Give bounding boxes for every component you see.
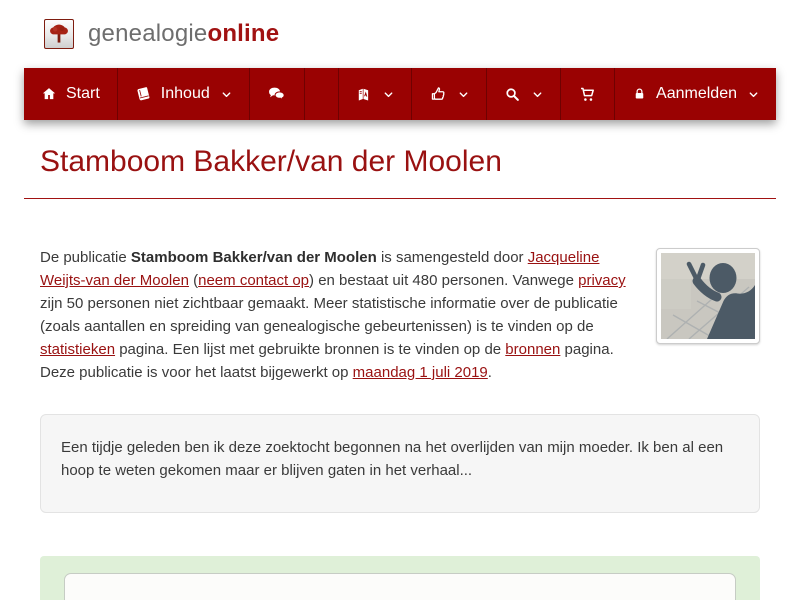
intro-text: zijn 50 personen niet zichtbaar gemaakt. Meer statistische informatie over de publicatie (zoals aantallen en spreiding van genealogische gebeurtenissen) is te vinden op de [40, 295, 618, 335]
lock-icon [632, 86, 647, 102]
translate-icon [356, 86, 372, 103]
chevron-down-icon [748, 89, 759, 100]
brand-name-part1: genealogie [88, 20, 208, 47]
nav-item-like[interactable] [412, 68, 487, 120]
intro-text: ) en bestaat uit 480 personen. Vanwege [309, 272, 579, 289]
panel-white-card[interactable] [64, 573, 736, 600]
main-navbar [24, 68, 776, 120]
chevron-down-icon [532, 89, 543, 100]
publication-quote: Een tijdje geleden ben ik deze zoektocht begonnen na het overlijden van mijn moeder. Ik ben al een hoop te weten gekomen maar er blijven gaten in het verhaal... [40, 414, 760, 513]
book-icon [135, 86, 152, 103]
nav-item-search[interactable] [487, 68, 561, 120]
nav-item-inhoud[interactable] [118, 68, 250, 120]
intro-text: ( [188, 272, 199, 289]
page-title: Stamboom Bakker/van der Moolen [40, 145, 502, 178]
intro-paragraph [40, 246, 760, 384]
brand-wordmark[interactable] [88, 20, 279, 48]
nav-spacer [305, 68, 339, 120]
nav-label-inhoud: Inhoud [160, 85, 210, 102]
chevron-down-icon [383, 89, 394, 100]
nav-item-forum[interactable] [250, 68, 305, 120]
intro-text: . [487, 364, 492, 381]
intro-text: pagina. Deze publicatie is voor het laatst bijgewerkt op [40, 341, 614, 381]
comments-icon [267, 85, 287, 103]
thumbs-up-icon [429, 85, 447, 103]
nav-item-translate[interactable] [339, 68, 412, 120]
home-icon [41, 86, 57, 102]
intro-text: De publicatie [40, 249, 131, 266]
intro-section [40, 246, 760, 384]
intro-link[interactable]: privacy [578, 272, 626, 289]
title-divider [24, 198, 776, 199]
publication-photo[interactable] [656, 248, 760, 344]
chevron-down-icon [458, 89, 469, 100]
nav-item-start[interactable] [24, 68, 118, 120]
main-content [24, 144, 776, 600]
shadow-photo-image [661, 253, 755, 339]
nav-label-start: Start [66, 85, 100, 102]
chevron-down-icon [221, 89, 232, 100]
brand-header [24, 0, 776, 68]
intro-text: is samengesteld door [376, 249, 528, 266]
nav-item-shop[interactable] [561, 68, 615, 120]
brand-name-part2: online [207, 20, 280, 47]
publication-name: Stamboom Bakker/van der Moolen [130, 249, 377, 266]
nav-label-aanmelden: Aanmelden [656, 85, 737, 102]
page-container [24, 0, 776, 600]
intro-text: pagina. Een lijst met gebruikte bronnen is te vinden op de [115, 341, 506, 358]
intro-link[interactable]: statistieken [40, 341, 116, 358]
search-icon [504, 86, 521, 103]
cart-icon [578, 85, 597, 103]
intro-link[interactable]: neem contact op [198, 272, 310, 289]
intro-link[interactable]: bronnen [505, 341, 561, 358]
intro-link[interactable]: maandag 1 juli 2019 [352, 364, 488, 381]
nav-item-aanmelden[interactable] [615, 68, 776, 120]
intro-link[interactable]: Jacqueline Weijts-van der Moolen [40, 249, 600, 289]
green-form-panel [40, 556, 760, 600]
tree-icon[interactable] [44, 19, 74, 49]
